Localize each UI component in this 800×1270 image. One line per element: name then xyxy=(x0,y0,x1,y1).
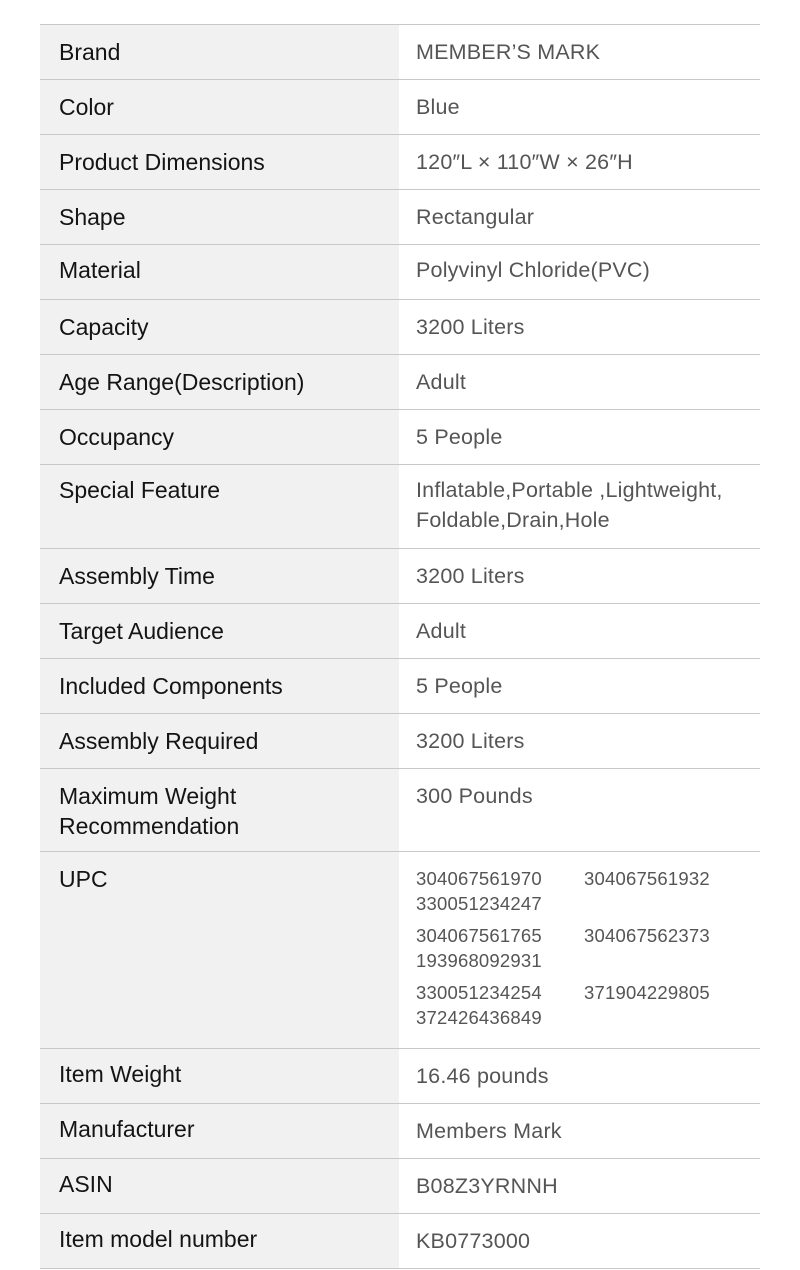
upc-code: 304067561765 xyxy=(416,925,542,946)
row-label: Manufacturer xyxy=(40,1104,399,1158)
row-assembly-time xyxy=(40,549,760,604)
row-value: Members Mark xyxy=(399,1104,760,1158)
row-value: KB0773000 xyxy=(399,1214,760,1268)
product-details-table xyxy=(40,24,760,1269)
row-label: Color xyxy=(40,80,399,134)
upc-code: 330051234247 xyxy=(416,893,542,914)
row-value: 5 People xyxy=(399,659,760,713)
row-upc xyxy=(40,852,760,1049)
upc-code: 193968092931 xyxy=(416,950,542,971)
row-label: ASIN xyxy=(40,1159,399,1213)
row-value: 120″L × 110″W × 26″H xyxy=(399,135,760,189)
row-manufacturer xyxy=(40,1104,760,1159)
row-label: Material xyxy=(40,245,399,299)
upc-group xyxy=(416,980,752,1030)
row-label: UPC xyxy=(40,852,399,1048)
row-assembly-required xyxy=(40,714,760,769)
upc-code: 304067561970 xyxy=(416,868,542,889)
row-maximum-weight-recommendation xyxy=(40,769,760,852)
row-value: Polyvinyl Chloride(PVC) xyxy=(399,245,760,299)
row-label: Capacity xyxy=(40,300,399,354)
row-value: Blue xyxy=(399,80,760,134)
row-label: Included Components xyxy=(40,659,399,713)
row-label: Item model number xyxy=(40,1214,399,1268)
value-line: Foldable,Drain,Hole xyxy=(416,508,610,532)
row-label: Assembly Required xyxy=(40,714,399,768)
row-target-audience xyxy=(40,604,760,659)
upc-code: 372426436849 xyxy=(416,1007,542,1028)
value-line: Inflatable,Portable ,Lightweight, xyxy=(416,478,723,502)
row-value: Adult xyxy=(399,604,760,658)
row-value: 300 Pounds xyxy=(399,769,760,851)
label-line: Recommendation xyxy=(59,813,240,839)
row-special-feature xyxy=(40,465,760,549)
row-asin xyxy=(40,1159,760,1214)
row-label: Occupancy xyxy=(40,410,399,464)
row-label: Product Dimensions xyxy=(40,135,399,189)
row-label xyxy=(40,769,399,851)
upc-list xyxy=(399,852,760,1048)
label-line: Maximum Weight xyxy=(59,783,237,809)
row-material xyxy=(40,245,760,300)
row-label: Special Feature xyxy=(40,465,399,548)
upc-code: 304067562373 xyxy=(584,925,710,946)
upc-code: 304067561932 xyxy=(584,868,710,889)
row-included-components xyxy=(40,659,760,714)
row-label: Brand xyxy=(40,25,399,79)
row-value: MEMBER’S MARK xyxy=(399,25,760,79)
row-label: Target Audience xyxy=(40,604,399,658)
row-brand xyxy=(40,25,760,80)
row-label: Shape xyxy=(40,190,399,244)
row-age-range xyxy=(40,355,760,410)
row-label: Assembly Time xyxy=(40,549,399,603)
row-value: 5 People xyxy=(399,410,760,464)
row-label: Age Range(Description) xyxy=(40,355,399,409)
row-label: Item Weight xyxy=(40,1049,399,1103)
row-value: B08Z3YRNNH xyxy=(399,1159,760,1213)
row-value: 16.46 pounds xyxy=(399,1049,760,1103)
row-occupancy xyxy=(40,410,760,465)
row-value: 3200 Liters xyxy=(399,714,760,768)
row-value: Rectangular xyxy=(399,190,760,244)
upc-code: 330051234254 xyxy=(416,982,542,1003)
row-shape xyxy=(40,190,760,245)
row-product-dimensions xyxy=(40,135,760,190)
upc-group xyxy=(416,923,752,973)
upc-code: 371904229805 xyxy=(584,982,710,1003)
row-item-model-number xyxy=(40,1214,760,1269)
upc-group xyxy=(416,866,752,916)
row-value: Adult xyxy=(399,355,760,409)
row-value: 3200 Liters xyxy=(399,300,760,354)
row-value xyxy=(399,465,760,548)
row-capacity xyxy=(40,300,760,355)
row-item-weight xyxy=(40,1049,760,1104)
row-value: 3200 Liters xyxy=(399,549,760,603)
row-color xyxy=(40,80,760,135)
